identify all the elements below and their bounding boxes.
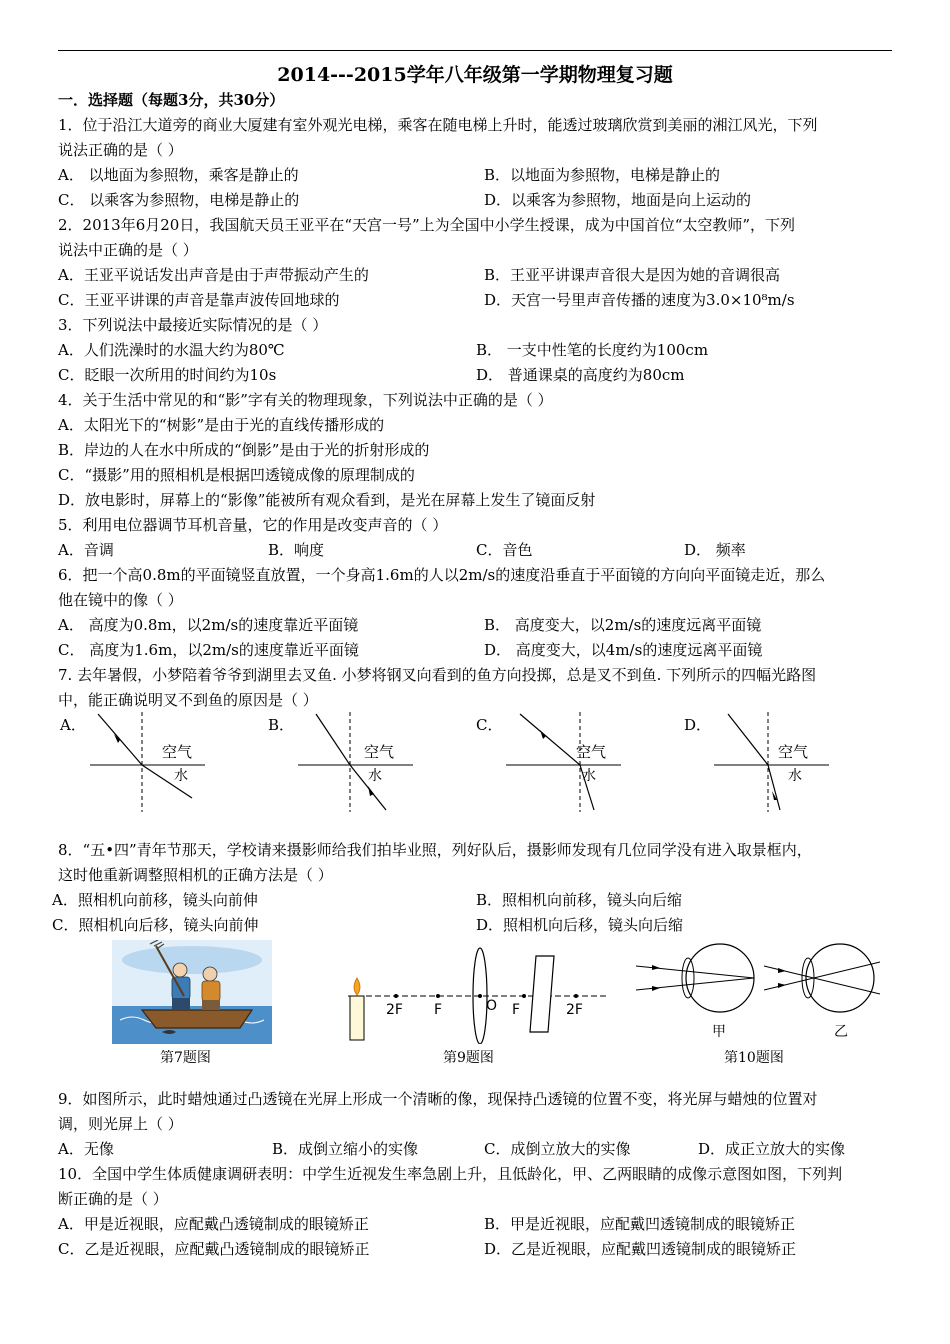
light-screen: [530, 956, 554, 1032]
q2-stem: 2．2013年6月20日，我国航天员王亚平在“天宫一号”上为全国中小学生授课，成为中国首位“太空教师”，下列: [58, 216, 796, 234]
page-title: 2014---2015学年八年级第一学期物理复习题: [277, 64, 673, 86]
q1-option-a[interactable]: A． 以地面为参照物，乘客是静止的: [58, 166, 299, 184]
q4-option-b[interactable]: B．岸边的人在水中所成的“倒影”是由于光的折射形成的: [58, 441, 430, 459]
q9-stem-cont: 调，则光屏上（ ）: [58, 1115, 183, 1133]
fig7-fishing-illustration: [112, 940, 272, 1044]
q8-option-b[interactable]: B．照相机向前移，镜头向后缩: [476, 891, 683, 909]
q7-diagram-a[interactable]: [90, 712, 210, 812]
q10-option-d[interactable]: D．乙是近视眼，应配戴凹透镜制成的眼镜矫正: [484, 1240, 797, 1258]
q3-option-a[interactable]: A．人们洗澡时的水温大约为80℃: [58, 341, 285, 359]
fig7-caption: 第7题图: [160, 1050, 211, 1066]
q8-option-a[interactable]: A．照相机向前移，镜头向前伸: [52, 891, 258, 909]
q5-stem: 5．利用电位器调节耳机音量，它的作用是改变声音的（ ）: [58, 516, 448, 534]
lens-label-f-left: F: [434, 1002, 443, 1018]
top-rule: [58, 50, 892, 51]
q2-stem-cont: 说法中正确的是（ ）: [58, 241, 198, 259]
lens-label-o: O: [486, 998, 498, 1014]
q9-option-d[interactable]: D．成正立放大的实像: [698, 1140, 846, 1158]
candle-flame: [354, 978, 360, 995]
lens-label-2f-right: 2F: [566, 1002, 583, 1018]
q7c-water-label: 水: [582, 768, 596, 784]
q1-option-b[interactable]: B．以地面为参照物，电梯是静止的: [484, 166, 721, 184]
q4-option-c[interactable]: C．“摄影”用的照相机是根据凹透镜成像的原理制成的: [58, 466, 415, 484]
q1-option-d[interactable]: D．以乘客为参照物，地面是向上运动的: [484, 191, 752, 209]
q2-option-b[interactable]: B．王亚平讲课声音很大是因为她的音调很高: [484, 266, 781, 284]
q3-option-b[interactable]: B． 一支中性笔的长度约为100cm: [476, 341, 709, 359]
fig10-eye-diagrams: [630, 940, 892, 1044]
lens-label-f-right: F: [512, 1002, 521, 1018]
q8-option-d[interactable]: D．照相机向后移，镜头向后缩: [476, 916, 684, 934]
q7c-air-label: 空气: [576, 743, 607, 761]
q10-option-c[interactable]: C．乙是近视眼，应配戴凸透镜制成的眼镜矫正: [58, 1240, 370, 1258]
q7-option-c-label[interactable]: C．: [476, 716, 503, 734]
q8-stem: 8．“五•四”青年节那天，学校请来摄影师给我们拍毕业照，列好队后，摄影师发现有几位同学没有进入取景框内，: [58, 841, 812, 859]
q10-stem-cont: 断正确的是（ ）: [58, 1190, 168, 1208]
lens-label-2f-left: 2F: [386, 1002, 403, 1018]
q10-option-a[interactable]: A．甲是近视眼，应配戴凸透镜制成的眼镜矫正: [58, 1215, 369, 1233]
q9-option-b[interactable]: B．成倒立缩小的实像: [272, 1140, 419, 1158]
q7b-water-label: 水: [368, 768, 382, 784]
fig9-lens-diagram: [340, 946, 610, 1044]
q1-option-c[interactable]: C． 以乘客为参照物，电梯是静止的: [58, 191, 300, 209]
q6-stem-cont: 他在镜中的像（ ）: [58, 591, 183, 609]
q2-option-a[interactable]: A．王亚平说话发出声音是由于声带振动产生的: [58, 266, 369, 284]
q7-stem: 7. 去年暑假，小梦陪着爷爷到湖里去叉鱼. 小梦将钢叉向看到的鱼方向投掷，总是叉不到鱼. 下列所示的四幅光路图: [58, 666, 817, 684]
q6-option-a[interactable]: A． 高度为0.8m，以2m/s的速度靠近平面镜: [58, 616, 359, 634]
q9-option-c[interactable]: C．成倒立放大的实像: [484, 1140, 631, 1158]
q2-option-d[interactable]: D．天宫一号里声音传播的速度为3.0×10⁸m/s: [484, 291, 795, 309]
q7d-water-label: 水: [788, 768, 802, 784]
q1-stem: 1．位于沿江大道旁的商业大厦建有室外观光电梯，乘客在随电梯上升时，能透过玻璃欣赏到美丽的湘江风光，下列: [58, 116, 818, 134]
q7-diagram-d[interactable]: [714, 712, 834, 812]
q7a-air-label: 空气: [162, 743, 193, 761]
q8-option-c[interactable]: C．照相机向后移，镜头向前伸: [52, 916, 259, 934]
q6-option-b[interactable]: B． 高度变大，以2m/s的速度远离平面镜: [484, 616, 762, 634]
q2-option-c[interactable]: C．王亚平讲课的声音是靠声波传回地球的: [58, 291, 340, 309]
q5-option-b[interactable]: B．响度: [268, 541, 325, 559]
q3-stem: 3．下列说法中最接近实际情况的是（ ）: [58, 316, 328, 334]
fig10-caption: 第10题图: [724, 1050, 784, 1066]
q7-diagram-b[interactable]: [298, 712, 418, 812]
q4-option-a[interactable]: A．太阳光下的“树影”是由于光的直线传播形成的: [58, 416, 385, 434]
q7-option-a-label[interactable]: A．: [60, 716, 86, 734]
q7-diagram-c[interactable]: [506, 712, 626, 812]
q9-stem: 9．如图所示，此时蜡烛通过凸透镜在光屏上形成一个清晰的像，现保持凸透镜的位置不变，将光屏与蜡烛的位置对: [58, 1090, 818, 1108]
q5-option-c[interactable]: C．音色: [476, 541, 533, 559]
q10-stem: 10．全国中学生体质健康调研表明：中学生近视发生率急剧上升，且低龄化，甲、乙两眼睛的成像示意图如图，下列判: [58, 1165, 843, 1183]
q7a-water-label: 水: [174, 768, 188, 784]
fig9-caption: 第9题图: [443, 1050, 494, 1066]
q3-option-d[interactable]: D． 普通课桌的高度约为80cm: [476, 366, 685, 384]
q7-option-d-label[interactable]: D．: [684, 716, 712, 734]
eye-label-yi: 乙: [834, 1024, 848, 1040]
section-heading: 一．选择题（每题3分，共30分）: [58, 91, 285, 109]
q6-option-d[interactable]: D． 高度变大，以4m/s的速度远离平面镜: [484, 641, 763, 659]
q8-stem-cont: 这时他重新调整照相机的正确方法是（ ）: [58, 866, 333, 884]
q4-option-d[interactable]: D．放电影时，屏幕上的“影像”能被所有观众看到，是光在屏幕上发生了镜面反射: [58, 491, 596, 509]
q1-stem-cont: 说法正确的是（ ）: [58, 141, 183, 159]
eye-jia: [686, 944, 754, 1012]
q7-option-b-label[interactable]: B．: [268, 716, 295, 734]
q5-option-a[interactable]: A．音调: [58, 541, 114, 559]
q6-option-c[interactable]: C． 高度为1.6m，以2m/s的速度靠近平面镜: [58, 641, 359, 659]
q6-stem: 6．把一个高0.8m的平面镜竖直放置，一个身高1.6m的人以2m/s的速度沿垂直于平面镜的方向向平面镜走近，那么: [58, 566, 826, 584]
q10-option-b[interactable]: B．甲是近视眼，应配戴凹透镜制成的眼镜矫正: [484, 1215, 796, 1233]
q7d-air-label: 空气: [778, 743, 809, 761]
q7b-air-label: 空气: [364, 743, 395, 761]
q7-stem-cont: 中，能正确说明叉不到鱼的原因是（ ）: [58, 691, 318, 709]
q3-option-c[interactable]: C．眨眼一次所用的时间约为10s: [58, 366, 277, 384]
eye-yi: [806, 944, 874, 1012]
eye-label-jia: 甲: [712, 1024, 726, 1040]
q5-option-d[interactable]: D． 频率: [684, 541, 746, 559]
q4-stem: 4．关于生活中常见的和“影”字有关的物理现象，下列说法中正确的是（ ）: [58, 391, 553, 409]
q9-option-a[interactable]: A．无像: [58, 1140, 114, 1158]
